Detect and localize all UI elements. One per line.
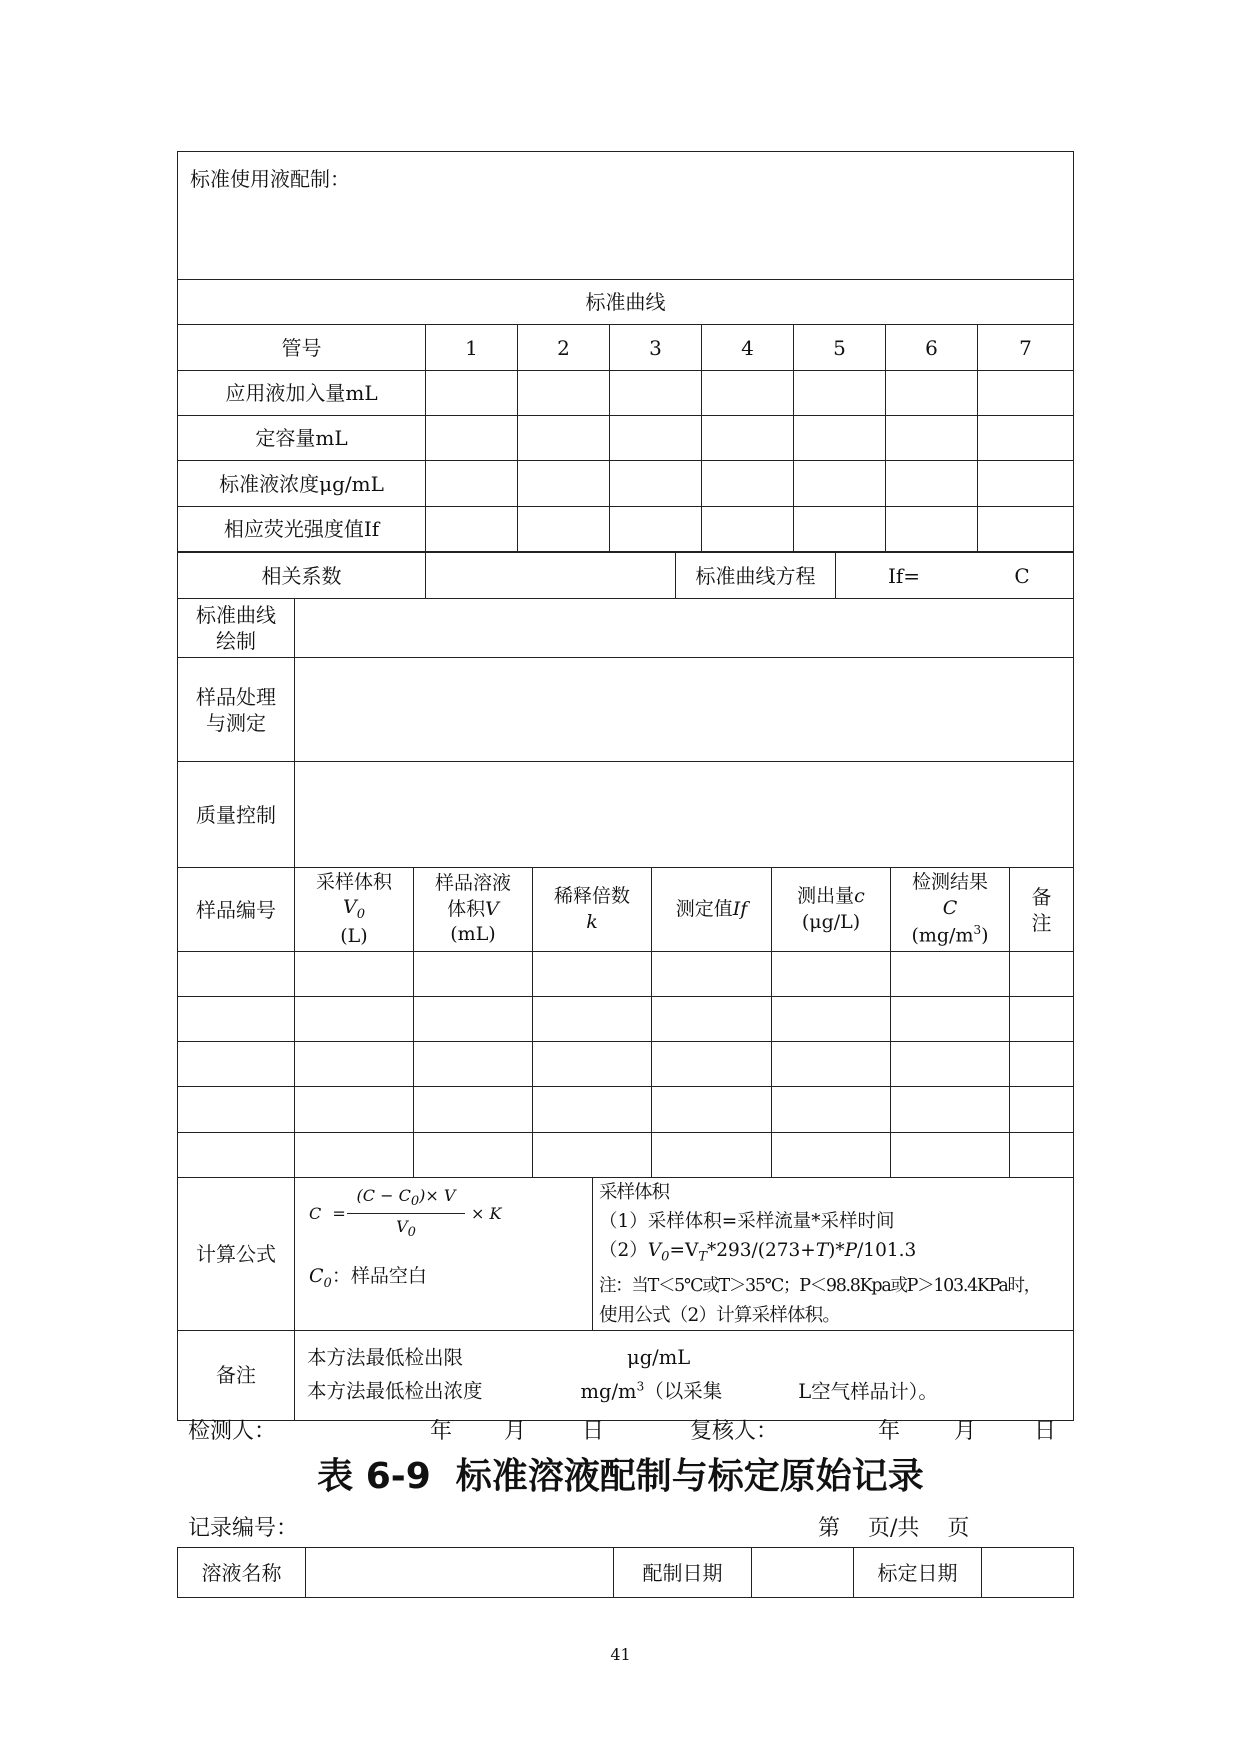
table-cell[interactable] [772,997,891,1042]
header-sample-volume: 采样体积 $V_0$ (L) [295,868,414,952]
data-cell[interactable] [978,461,1074,507]
table-cell[interactable] [178,1087,295,1133]
table-cell[interactable] [891,997,1010,1042]
table-cell[interactable] [533,952,652,997]
vol-note1: 注：当T＜5℃或T＞35℃；P＜98.8Kpa或P＞103.4KPa时， [599,1275,1040,1296]
table-cell[interactable] [891,952,1010,997]
standard-solution-prep-cell [178,152,1074,280]
table-cell[interactable] [652,997,772,1042]
procedure-table [177,598,1074,868]
cal-date-label: 标定日期 [854,1548,982,1598]
remark-label: 备注 [178,1330,295,1420]
table-cell[interactable] [652,1042,772,1087]
data-cell[interactable] [610,507,702,552]
remark-limit-unit: μg/mL [627,1346,691,1370]
formula-numerator: (C − C [356,1186,411,1205]
table-cell[interactable] [1010,1087,1074,1133]
data-cell[interactable] [702,416,794,461]
standard-curve-title: 标准曲线 [178,280,1074,325]
table-cell[interactable] [414,1087,533,1133]
tester-year: 年 [430,1419,453,1444]
header-measured-amount: 测出量c (μg/L) [772,868,891,952]
cal-date-value[interactable] [982,1548,1074,1598]
quality-control-cell[interactable] [295,762,1074,868]
reviewer-label: 复核人： [690,1419,779,1444]
prep-date-label: 配制日期 [614,1548,752,1598]
data-cell[interactable] [426,371,518,416]
standard-curve-table [177,151,1074,552]
vol-note2: 使用公式（2）计算采样体积。 [599,1304,841,1326]
row-label-concentration: 标准液浓度μg/mL [178,461,426,507]
table-cell[interactable] [652,1133,772,1178]
reviewer-day: 日 [1034,1419,1057,1444]
header-solution-volume: 样品溶液 体积V (mL) [414,868,533,952]
formula-denominator: V [396,1217,408,1236]
formula-times-k: × K [471,1204,502,1223]
data-cell[interactable] [702,371,794,416]
table-cell[interactable] [772,952,891,997]
sample-volume-notes [593,1178,1074,1331]
sample-processing-cell[interactable] [295,658,1074,762]
data-cell[interactable] [702,507,794,552]
data-cell[interactable] [426,507,518,552]
data-cell[interactable] [426,461,518,507]
calc-formula-label: 计算公式 [178,1178,295,1331]
calc-formula-cell: C = $(C - C_0)\times V$ $V_0$ × K $C_0$：样品空白 [295,1178,593,1331]
table-cell[interactable] [295,1087,414,1133]
remark-conc-unit: $mg/m^3$ [580,1379,645,1403]
table-cell[interactable] [178,952,295,997]
data-cell[interactable] [518,507,610,552]
table-cell[interactable] [178,1133,295,1178]
remark-conc-sample: （以采集 [644,1379,723,1403]
remark-limit-label: 本方法最低检出限 [307,1346,464,1370]
table-cell[interactable] [772,1133,891,1178]
row-label-final-volume: 定容量mL [178,416,426,461]
table-cell[interactable] [295,1042,414,1087]
table-cell[interactable] [533,1042,652,1087]
tester-month: 月 [504,1419,527,1444]
data-cell[interactable] [610,461,702,507]
row-label-fluorescence: 相应荧光强度值If [178,507,426,552]
equation-label: 标准曲线方程 [676,553,836,599]
data-cell[interactable] [518,461,610,507]
equation-value[interactable] [836,553,1074,599]
table-cell[interactable] [178,997,295,1042]
table-cell[interactable] [772,1042,891,1087]
remark-cell [295,1330,1074,1420]
data-cell[interactable] [886,507,978,552]
data-cell[interactable] [978,507,1074,552]
calc-table [177,1177,1074,1421]
solution-name-label: 溶液名称 [178,1548,306,1598]
solution-name-value[interactable] [306,1548,614,1598]
c0-symbol: C [309,1265,324,1287]
table-cell[interactable] [414,1133,533,1178]
sample-processing-label: 样品处理与测定 [178,658,295,762]
curve-draw-cell[interactable] [295,599,1074,658]
table-cell[interactable] [295,1133,414,1178]
formula-lhs: C [309,1204,322,1223]
row-label-added-volume: 应用液加入量mL [178,371,426,416]
table-cell[interactable] [891,1087,1010,1133]
table-cell[interactable] [772,1087,891,1133]
remark-conc-label: 本方法最低检出浓度 [307,1379,483,1403]
reviewer-year: 年 [878,1419,901,1444]
table-cell[interactable] [414,997,533,1042]
vol-line2: $(2)V_0=V_T*293/(273+T)*P/101.3$ [599,1240,917,1265]
data-cell[interactable] [610,371,702,416]
table-cell[interactable] [1010,1042,1074,1087]
data-cell[interactable] [518,371,610,416]
correlation-row [177,552,1074,599]
curve-draw-label: 标准曲线绘制 [178,599,295,658]
header-result: 检测结果 C $(mg/m^3)$ [891,868,1010,952]
data-cell[interactable] [426,416,518,461]
formula-fraction-line [347,1213,465,1214]
page-number: 41 [610,1645,631,1664]
data-cell[interactable] [794,461,886,507]
table-cell[interactable] [533,997,652,1042]
tester-label: 检测人： [188,1419,277,1444]
table-cell[interactable] [414,1042,533,1087]
sample-table [177,867,1074,1178]
page-info: 第 页/共 页 [818,1516,970,1541]
table-cell[interactable] [295,952,414,997]
data-cell[interactable] [794,507,886,552]
data-cell[interactable] [978,416,1074,461]
signature-line [188,1414,1068,1444]
data-cell[interactable] [794,371,886,416]
table-cell[interactable] [891,1133,1010,1178]
page-title: 表 6-9 标准溶液配制与标定原始记录 [317,1456,924,1497]
table-cell[interactable] [1010,997,1074,1042]
tester-day: 日 [582,1419,605,1444]
c0-desc: ：样品空白 [331,1265,427,1287]
vol-title: 采样体积 [599,1182,670,1203]
reviewer-month: 月 [954,1419,977,1444]
data-cell[interactable] [794,416,886,461]
tube-number: 1 [426,325,518,371]
header-note: 备注 [1010,868,1074,952]
table-cell[interactable] [295,997,414,1042]
solution-info-table [177,1547,1074,1598]
vol-line1: （1）采样体积=采样流量*采样时间 [599,1211,895,1232]
standard-solution-prep-label: 标准使用液配制： [190,167,350,191]
prep-date-value[interactable] [752,1548,854,1598]
equation-c: C [1014,563,1030,588]
tube-number: 6 [886,325,978,371]
tube-number: 5 [794,325,886,371]
data-cell[interactable] [518,416,610,461]
table-cell[interactable] [414,952,533,997]
tube-number: 4 [702,325,794,371]
formula-eq: = [332,1204,346,1223]
data-cell[interactable] [610,416,702,461]
table-cell[interactable] [891,1042,1010,1087]
header-measured-value: 测定值If [652,868,772,952]
tube-number: 3 [610,325,702,371]
remark-conc-end: L空气样品计）。 [798,1379,938,1403]
data-cell[interactable] [978,371,1074,416]
data-cell[interactable] [702,461,794,507]
tube-number-label: 管号 [178,325,426,371]
table-cell[interactable] [1010,952,1074,997]
table-cell[interactable] [533,1087,652,1133]
table-cell[interactable] [178,1042,295,1087]
data-cell[interactable] [886,461,978,507]
header-sample-no: 样品编号 [178,868,295,952]
correlation-label: 相关系数 [178,553,426,599]
data-cell[interactable] [886,371,978,416]
table-cell[interactable] [533,1133,652,1178]
tube-number: 2 [518,325,610,371]
record-number-label: 记录编号： [188,1516,299,1541]
table-cell[interactable] [652,1087,772,1133]
tube-number: 7 [978,325,1074,371]
data-cell[interactable] [886,416,978,461]
table-cell[interactable] [652,952,772,997]
correlation-value[interactable] [426,553,676,599]
header-dilution: 稀释倍数 k [533,868,652,952]
table-cell[interactable] [1010,1133,1074,1178]
quality-control-label: 质量控制 [178,762,295,868]
equation-if: If= [888,563,921,588]
